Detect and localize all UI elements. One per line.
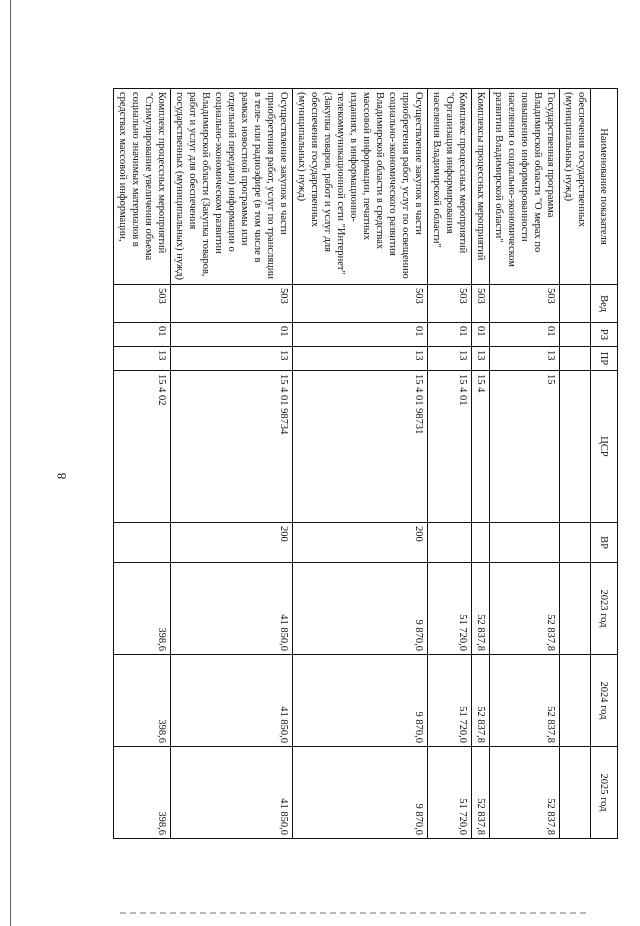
cell-rz: 01 (293, 323, 428, 347)
cell-rz: 01 (490, 323, 560, 347)
cell-vr (428, 523, 472, 563)
cell-2023: 41 850,0 (171, 563, 293, 655)
cell-csr (560, 371, 591, 523)
table-row (171, 89, 293, 839)
cell-rz (560, 323, 591, 347)
cell-2024: 398,6 (114, 655, 171, 747)
cell-2024: 41 850,0 (171, 655, 293, 747)
cell-2025: 41 850,0 (171, 747, 293, 839)
header-2023: 2023 год (591, 563, 618, 655)
cell-rz: 01 (171, 323, 293, 347)
rotated-table-container (117, 88, 618, 838)
cell-ved: 503 (114, 285, 171, 323)
cell-ved: 503 (293, 285, 428, 323)
cell-name: Осуществление закупок в части приобретения работ, услуг по трансляции в теле- или радиоэфире (в том числе в рамках новостной программы или отдельной передачи) информации о социально-экономическом развитии Владимирской области (Закупка товаров, работ и услуг для обеспечения государственных (муниципальных) нужд) (171, 89, 293, 285)
cell-csr: 15 4 01 (428, 371, 472, 523)
cell-ved (560, 285, 591, 323)
cell-csr: 15 4 (472, 371, 490, 523)
table-row (560, 89, 591, 839)
cell-2023 (560, 563, 591, 655)
cell-csr: 15 4 01 98731 (293, 371, 428, 523)
cell-csr: 15 4 02 (114, 371, 171, 523)
cell-name: обеспечения государственных (муниципальных) нужд) (560, 89, 591, 285)
table-row (293, 89, 428, 839)
table-row (114, 89, 171, 839)
header-name: Наименование показателя (591, 89, 618, 285)
cell-pr: 13 (171, 347, 293, 371)
cell-rz: 01 (428, 323, 472, 347)
header-2025: 2025 год (591, 747, 618, 839)
cell-2024: 9 870,0 (293, 655, 428, 747)
cell-ved: 503 (171, 285, 293, 323)
cell-pr: 13 (428, 347, 472, 371)
cell-2023: 398,6 (114, 563, 171, 655)
cell-2024: 52 837,8 (490, 655, 560, 747)
budget-table (113, 88, 618, 839)
cell-2025: 398,6 (114, 747, 171, 839)
cell-pr (560, 347, 591, 371)
cell-csr: 15 4 01 98734 (171, 371, 293, 523)
cell-name: Комплексы процессных мероприятий (472, 89, 490, 285)
cell-2025: 51 720,0 (428, 747, 472, 839)
cell-pr: 13 (114, 347, 171, 371)
cell-name: Государственная программа Владимирской области "О мерах по повышению информированности населения о социально-экономическом развитии Владимирской области" (490, 89, 560, 285)
header-csr: ЦСР (591, 371, 618, 523)
cell-2023: 52 837,8 (472, 563, 490, 655)
cell-vr: 200 (293, 523, 428, 563)
cell-ved: 503 (428, 285, 472, 323)
table-row (472, 89, 490, 839)
scan-edge-line (10, 0, 11, 926)
cell-csr: 15 (490, 371, 560, 523)
page-number: 8 (54, 472, 69, 480)
cell-2024: 51 720,0 (428, 655, 472, 747)
table-header-row (591, 89, 618, 839)
cell-rz: 01 (114, 323, 171, 347)
cell-2024: 52 837,8 (472, 655, 490, 747)
cell-2025 (560, 747, 591, 839)
header-rz: РЗ (591, 323, 618, 347)
cell-2023: 9 870,0 (293, 563, 428, 655)
cell-vr: 200 (171, 523, 293, 563)
header-vr: ВР (591, 523, 618, 563)
cell-vr (560, 523, 591, 563)
table-row (490, 89, 560, 839)
header-ved: Вед (591, 285, 618, 323)
cell-name: Комплекс процессных мероприятий "Организация информирования населения Владимирской области" (428, 89, 472, 285)
cell-2023: 51 720,0 (428, 563, 472, 655)
cell-ved: 503 (490, 285, 560, 323)
cell-pr: 13 (490, 347, 560, 371)
cell-vr (472, 523, 490, 563)
header-pr: ПР (591, 347, 618, 371)
cell-2025: 52 837,8 (472, 747, 490, 839)
table-row (428, 89, 472, 839)
scan-noise (120, 912, 590, 914)
cell-2024 (560, 655, 591, 747)
cell-rz: 01 (472, 323, 490, 347)
cell-pr: 13 (472, 347, 490, 371)
cell-2025: 9 870,0 (293, 747, 428, 839)
cell-vr (114, 523, 171, 563)
cell-2023: 52 837,8 (490, 563, 560, 655)
cell-ved: 503 (472, 285, 490, 323)
cell-2025: 52 837,8 (490, 747, 560, 839)
cell-pr: 13 (293, 347, 428, 371)
cell-name: Осуществление закупок в части приобретения работ, услуг по освещению социально-экономического развития Владимирской области в средствах массовой информации, печатных изданиях, в информационно-телекоммуникационной сети "Интернет" (Закупка товаров, работ и услуг для обеспечения государственных (муниципальных) нужд) (293, 89, 428, 285)
cell-name: Комплекс процессных мероприятий "Стимулирование увеличения объема социально значимых материалов в средствах массовой информации, (114, 89, 171, 285)
cell-vr (490, 523, 560, 563)
header-2024: 2024 год (591, 655, 618, 747)
